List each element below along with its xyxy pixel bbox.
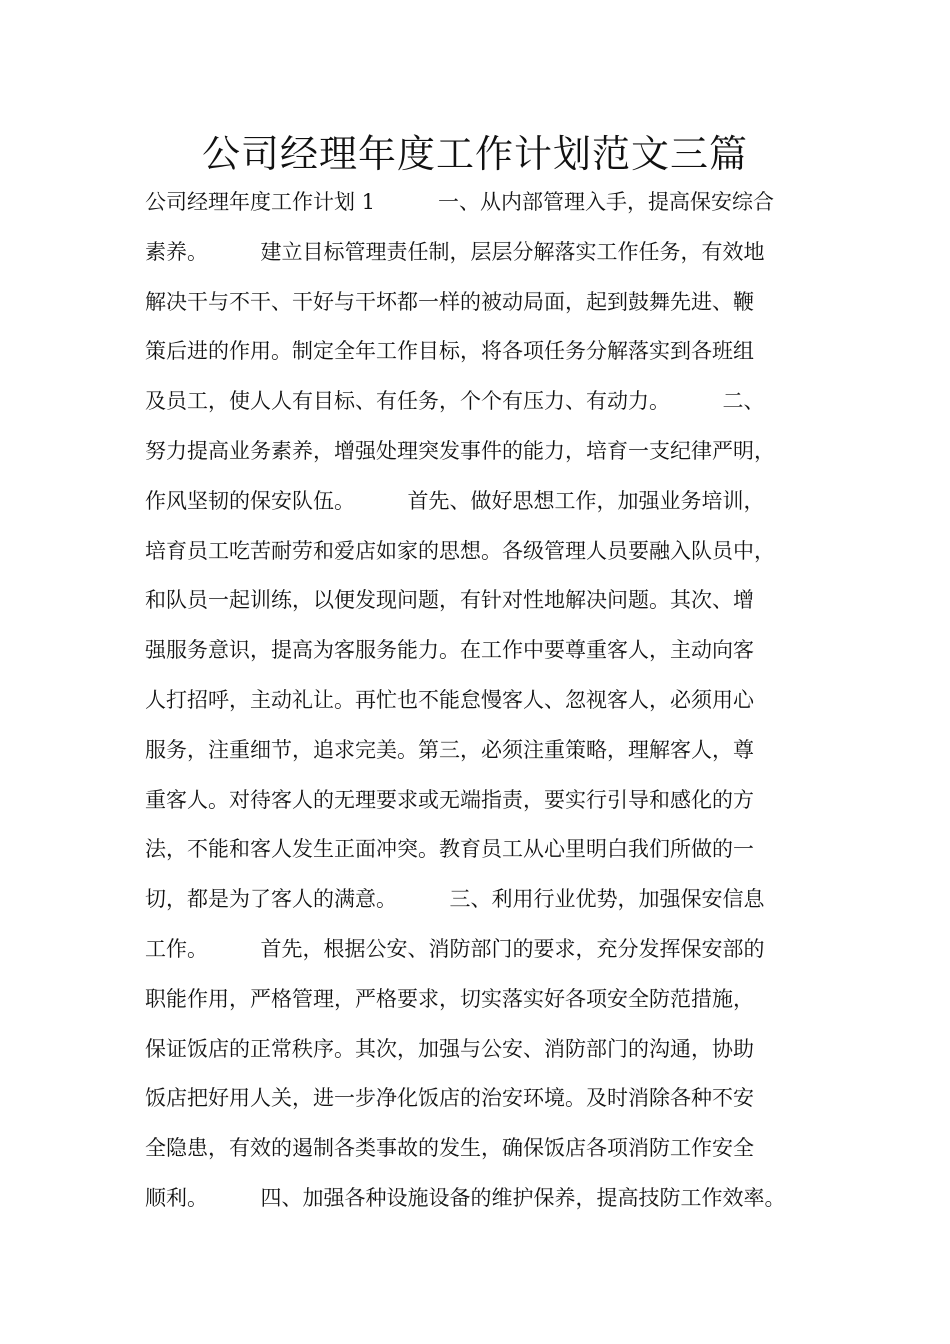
body-line: 顺利。 四、加强各种设施设备的维护保养，提高技防工作效率。 <box>145 1185 786 1210</box>
body-line: 及员工，使人人有目标、有任务，个个有压力、有动力。 二、 <box>145 389 765 414</box>
document-title: 公司经理年度工作计划范文三篇 <box>201 132 748 176</box>
body-line: 重客人。对待客人的无理要求或无端指责，要实行引导和感化的方 <box>145 787 754 812</box>
body-line: 切，都是为了客人的满意。 三、利用行业优势，加强保安信息 <box>145 887 765 912</box>
body-line: 人打招呼，主动礼让。再忙也不能怠慢客人、忽视客人，必须用心 <box>145 687 754 712</box>
body-line: 饭店把好用人关，进一步净化饭店的治安环境。及时消除各种不安 <box>145 1086 754 1111</box>
body-line: 强服务意识，提高为客服务能力。在工作中要尊重客人，主动向客 <box>145 638 754 663</box>
body-line: 工作。 首先，根据公安、消防部门的要求，充分发挥保安部的 <box>145 936 765 961</box>
body-line: 公司经理年度工作计划 1 一、从内部管理入手，提高保安综合 <box>145 190 775 214</box>
body-line: 策后进的作用。制定全年工作目标，将各项任务分解落实到各班组 <box>145 339 754 364</box>
body-line: 和队员一起训练，以便发现问题，有针对性地解决问题。其次、增 <box>145 588 754 613</box>
body-line: 保证饭店的正常秩序。其次，加强与公安、消防部门的沟通，协助 <box>145 1036 754 1061</box>
body-line: 职能作用，严格管理，严格要求，切实落实好各项安全防范措施， <box>145 986 754 1011</box>
body-line: 素养。 建立目标管理责任制，层层分解落实工作任务，有效地 <box>145 239 765 264</box>
body-line: 服务，注重细节，追求完美。第三，必须注重策略，理解客人，尊 <box>145 737 754 762</box>
document-body <box>145 178 825 1224</box>
body-line: 全隐患，有效的遏制各类事故的发生，确保饭店各项消防工作安全 <box>145 1136 754 1161</box>
body-line: 作风坚韧的保安队伍。 首先、做好思想工作，加强业务培训， <box>145 488 765 513</box>
body-line: 法，不能和客人发生正面冲突。教育员工从心里明白我们所做的一 <box>145 837 754 862</box>
body-line: 培育员工吃苦耐劳和爱店如家的思想。各级管理人员要融入队员中， <box>145 538 775 563</box>
body-line: 努力提高业务素养，增强处理突发事件的能力，培育一支纪律严明， <box>145 438 775 463</box>
body-line: 解决干与不干、干好与干坏都一样的被动局面，起到鼓舞先进、鞭 <box>145 289 754 314</box>
